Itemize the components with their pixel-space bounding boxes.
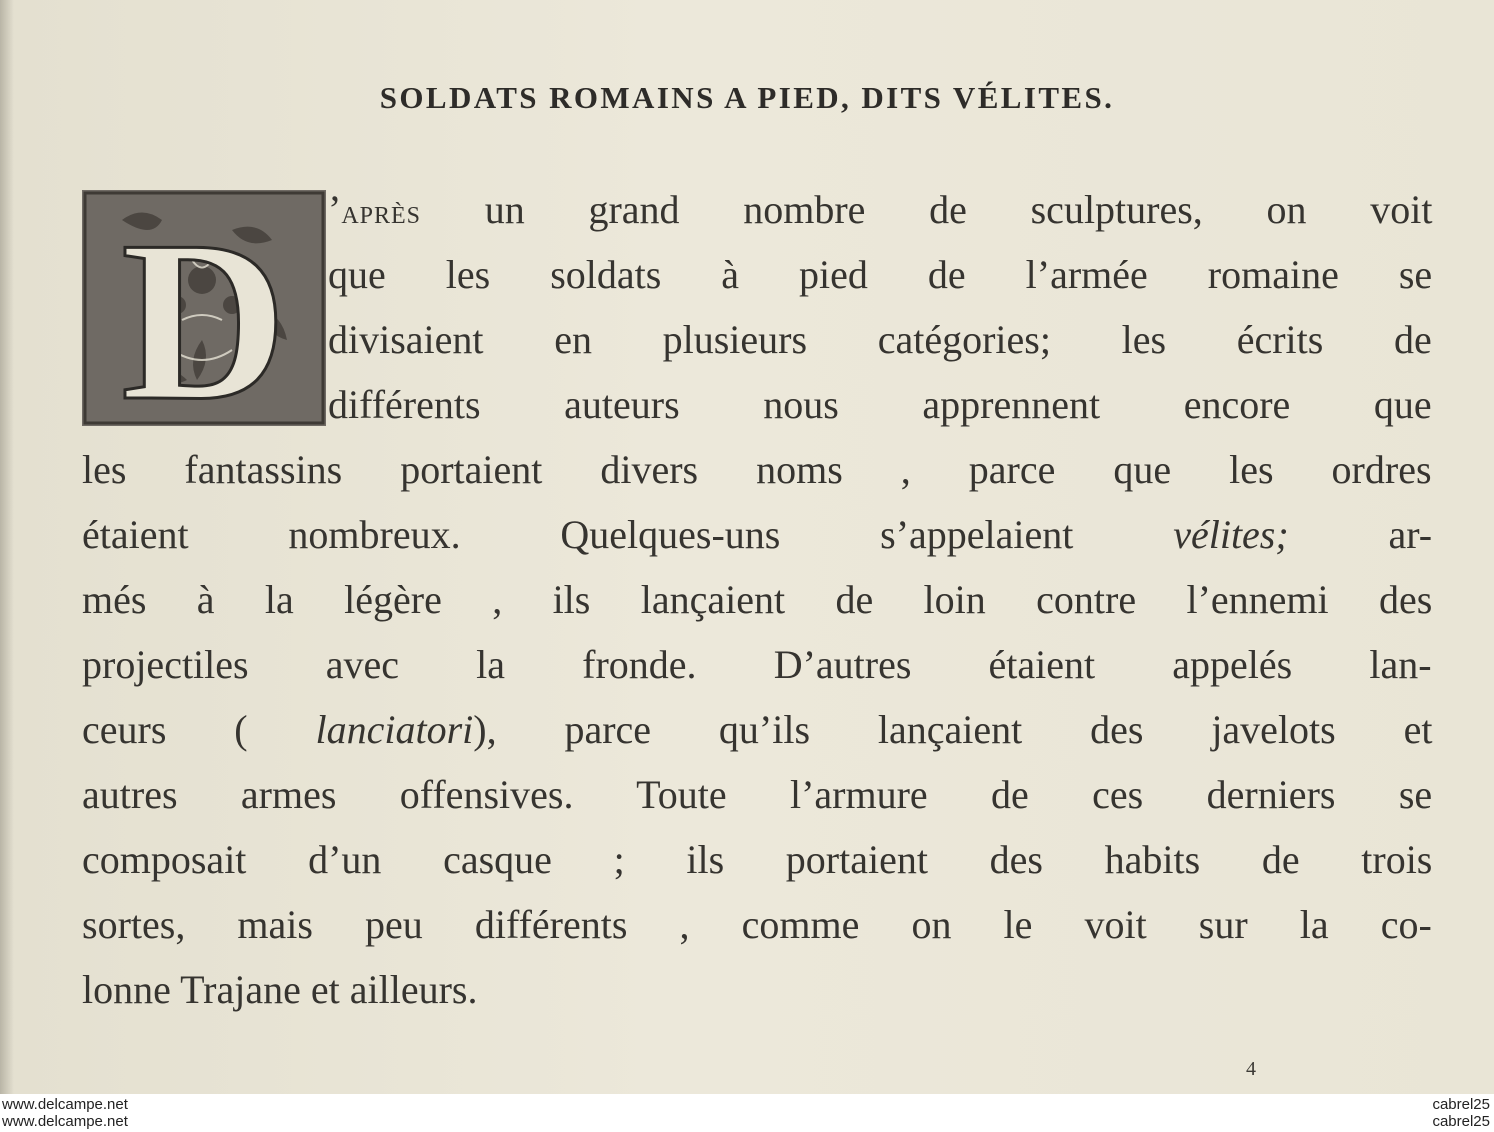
decorated-dropcap-d (82, 190, 326, 426)
text-line: autres armes offensives. Toute l’armure de ces derniers se (82, 772, 1433, 817)
text-line: projectiles avec la fronde. D’autres étaient appelés lan- (82, 642, 1432, 687)
text-line: ceurs ( lanciatori), parce qu’ils lançaient des javelots et (82, 707, 1433, 752)
watermark-left-line: www.delcampe.net (2, 1096, 128, 1113)
text-line: composait d’un casque ; ils portaient des habits de trois (82, 837, 1433, 882)
page-edge-shadow (0, 0, 14, 1094)
text-line: lonne Trajane et ailleurs. (82, 967, 478, 1012)
dropcap-letter: D (120, 193, 288, 426)
text-line: différents auteurs nous apprennent encore que (328, 382, 1432, 427)
watermark-right (1432, 1096, 1490, 1130)
watermark-right-line: cabrel25 (1432, 1113, 1490, 1130)
text-line: les fantassins portaient divers noms , parce que les ordres (82, 447, 1432, 492)
text-line: que les soldats à pied de l’armée romaine se (328, 252, 1433, 297)
watermark-left (2, 1096, 128, 1130)
text-line: divisaient en plusieurs catégories; les écrits de (328, 317, 1432, 362)
text-line: sortes, mais peu différents , comme on le voit sur la co- (82, 902, 1432, 947)
text-line: étaient nombreux. Quelques-uns s’appelaient vélites; ar- (82, 512, 1433, 557)
text-line: ’après un grand nombre de sculptures, on voit (328, 187, 1433, 232)
watermark-left-line: www.delcampe.net (2, 1113, 128, 1130)
page-number: 4 (1246, 1058, 1256, 1080)
watermark-right-line: cabrel25 (1432, 1096, 1490, 1113)
text-line: més à la légère , ils lançaient de loin contre l’ennemi des (82, 577, 1433, 622)
watermark-footer (0, 1094, 1494, 1132)
page-heading: SOLDATS ROMAINS A PIED, DITS VÉLITES. (379, 80, 1115, 115)
